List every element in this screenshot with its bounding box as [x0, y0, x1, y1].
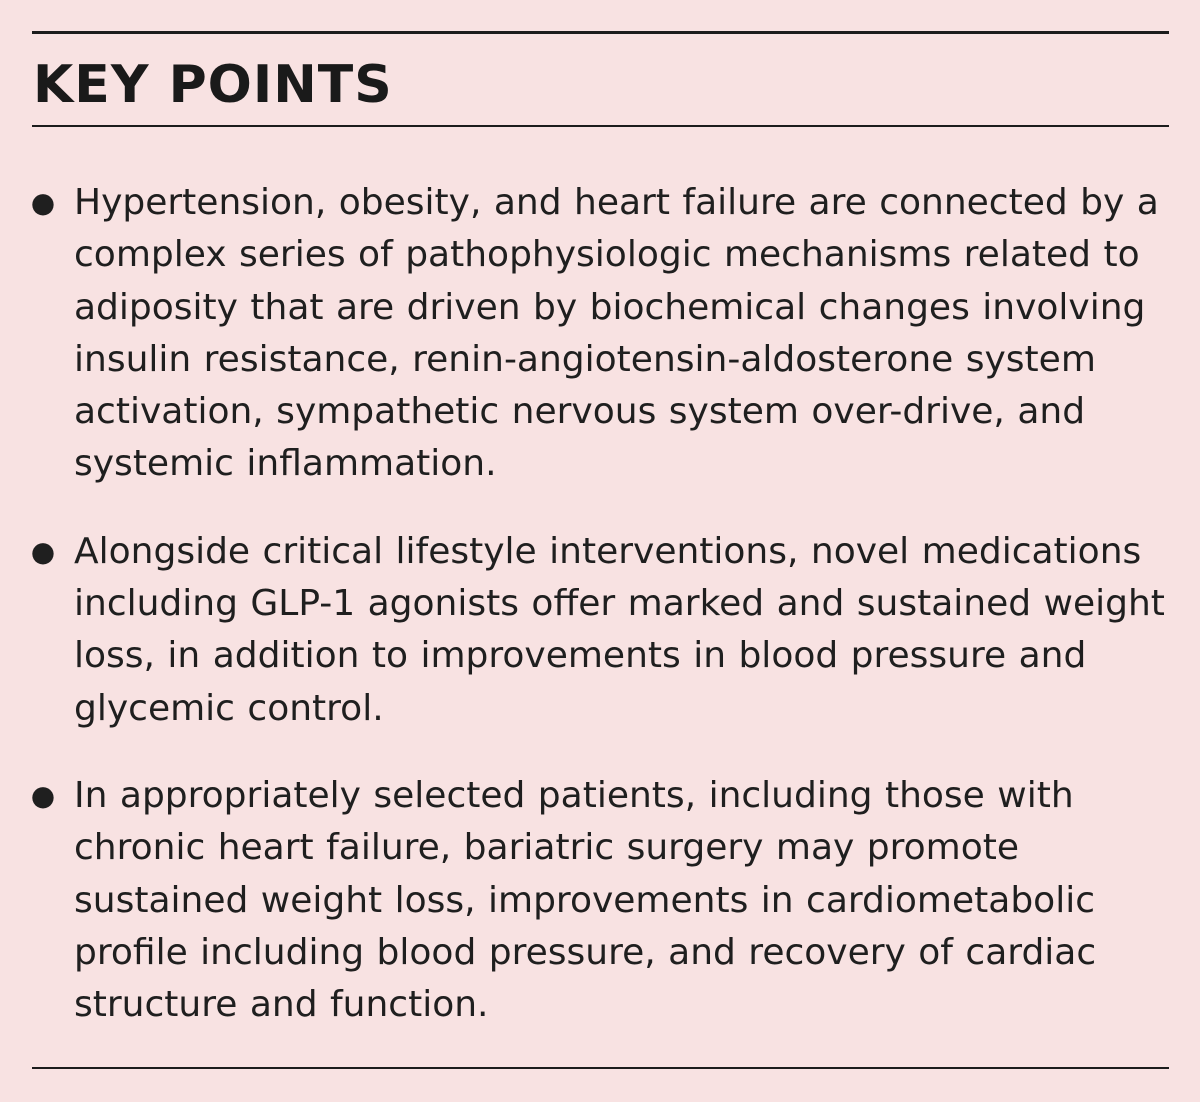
bullet-icon: ● — [30, 778, 56, 812]
key-point-3 — [28, 770, 1168, 1031]
key-point-text: Alongside critical lifestyle interventions, novel medications including GLP-1 agonists offer marked and sustained weight loss, in addition to improvements in blood pressure and glycemic control. — [74, 530, 1165, 729]
bullet-icon: ● — [30, 534, 56, 568]
title-rule — [32, 125, 1169, 127]
key-point-2 — [28, 526, 1168, 735]
bullet-icon: ● — [30, 186, 56, 219]
bottom-rule — [32, 1067, 1169, 1069]
key-points-list — [28, 177, 1168, 1066]
key-point-text: Hypertension, obesity, and heart failure are connected by a complex series of pathophysiologic mechanisms related to adiposity that are driven by biochemical changes involving insulin resistance, renin-angiotensin-aldosterone system activation, sympathetic nervous system over-drive, and systemic inflammation. — [74, 182, 1159, 485]
key-point-text: In appropriately selected patients, including those with chronic heart failure, bariatric surgery may promote sustained weight loss, improvements in cardiometabolic profile including blood pressure, and recovery of cardiac structure and function. — [74, 774, 1097, 1026]
top-rule — [32, 31, 1169, 34]
key-point-1 — [28, 177, 1168, 491]
key-points-title: KEY POINTS — [33, 55, 393, 115]
